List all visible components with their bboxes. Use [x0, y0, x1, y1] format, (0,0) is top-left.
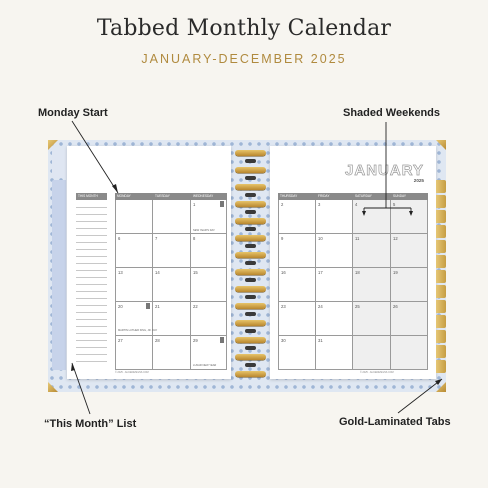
- callout-this-month-list: “This Month” List: [44, 418, 137, 430]
- day-cell: 31: [316, 336, 353, 370]
- page-title: Tabbed Monthly Calendar: [96, 16, 392, 41]
- left-tab: [52, 150, 66, 178]
- month-tab[interactable]: [436, 240, 446, 253]
- day-cell: 3: [316, 200, 353, 234]
- weekend-cell: 18: [353, 268, 391, 302]
- left-page-grid: [67, 146, 231, 379]
- month-tab[interactable]: [436, 360, 446, 373]
- holiday-flag: [146, 303, 150, 309]
- holiday-note: LUNAR NEW YEAR: [193, 364, 217, 367]
- month-tab[interactable]: [436, 210, 446, 223]
- day-cell: 16: [278, 268, 316, 302]
- day-cell: 30: [278, 336, 316, 370]
- month-tab[interactable]: [436, 330, 446, 343]
- callout-shaded-weekends: Shaded Weekends: [343, 107, 440, 119]
- weekend-cell: [391, 336, 428, 370]
- day-cell: 28: [153, 336, 191, 370]
- month-tab[interactable]: [436, 300, 446, 313]
- day-cell: [153, 200, 191, 234]
- day-header-thursday: THURSDAY: [278, 193, 316, 200]
- weekend-cell: 25: [353, 302, 391, 336]
- day-header-sunday: SUNDAY: [391, 193, 428, 200]
- month-year: 2025: [413, 178, 424, 183]
- month-tab[interactable]: [436, 345, 446, 358]
- day-cell: 13: [115, 268, 153, 302]
- day-cell: 17: [316, 268, 353, 302]
- day-cell: 24: [316, 302, 353, 336]
- holiday-flag: [220, 201, 224, 207]
- callout-monday-start: Monday Start: [38, 107, 108, 119]
- day-header-tuesday: TUESDAY: [153, 193, 191, 200]
- weekend-cell: 11: [353, 234, 391, 268]
- month-title: JANUARY: [345, 162, 424, 179]
- day-header-wednesday: WEDNESDAY: [191, 193, 227, 200]
- page-subtitle: JANUARY-DECEMBER 2025: [141, 52, 347, 66]
- day-cell: 9: [278, 234, 316, 268]
- day-cell: 21: [153, 302, 191, 336]
- day-header-monday: MONDAY: [115, 193, 153, 200]
- holiday-flag: [220, 337, 224, 343]
- right-footer: © 2025 · ALICEDESIGNS.COM: [360, 371, 394, 374]
- spiral-binding: [231, 146, 270, 386]
- day-header-friday: FRIDAY: [316, 193, 353, 200]
- day-cell: 23: [278, 302, 316, 336]
- callout-gold-tabs: Gold-Laminated Tabs: [339, 416, 451, 428]
- month-tab[interactable]: [436, 225, 446, 238]
- right-page-grid: [270, 146, 436, 379]
- day-cell: 6: [115, 234, 153, 268]
- holiday-note: NEW YEAR'S DAY: [193, 229, 215, 232]
- weekend-cell: 19: [391, 268, 428, 302]
- weekend-cell: [353, 336, 391, 370]
- day-cell: [115, 200, 153, 234]
- day-cell: 29 LUNAR NEW YEAR: [191, 336, 227, 370]
- left-page: [67, 146, 231, 379]
- left-tab: [52, 180, 66, 370]
- day-cell: 27: [115, 336, 153, 370]
- weekend-cell: 4: [353, 200, 391, 234]
- month-tab[interactable]: [436, 270, 446, 283]
- holiday-note: MARTIN LUTHER KING, JR. DAY: [118, 329, 158, 332]
- day-cell: 14: [153, 268, 191, 302]
- gold-tabs: [436, 180, 448, 390]
- day-header-saturday: SATURDAY: [353, 193, 391, 200]
- day-cell: 7: [153, 234, 191, 268]
- day-cell: 8: [191, 234, 227, 268]
- month-tab[interactable]: [436, 255, 446, 268]
- month-tab[interactable]: [436, 285, 446, 298]
- this-month-list: [76, 193, 107, 373]
- right-page: [270, 146, 436, 379]
- day-cell: 20 MARTIN LUTHER KING, JR. DAY: [115, 302, 153, 336]
- month-tab[interactable]: [436, 195, 446, 208]
- day-cell: 10: [316, 234, 353, 268]
- day-cell: 2: [278, 200, 316, 234]
- month-tab[interactable]: [436, 315, 446, 328]
- weekend-cell: 26: [391, 302, 428, 336]
- weekend-cell: 5: [391, 200, 428, 234]
- this-month-header: THIS MONTH: [76, 193, 107, 200]
- month-tab[interactable]: [436, 180, 446, 193]
- day-cell: 15: [191, 268, 227, 302]
- day-cell: 1 NEW YEAR'S DAY: [191, 200, 227, 234]
- weekend-cell: 12: [391, 234, 428, 268]
- day-cell: 22: [191, 302, 227, 336]
- left-footer: © 2025 · ALICEDESIGNS.COM: [115, 371, 149, 374]
